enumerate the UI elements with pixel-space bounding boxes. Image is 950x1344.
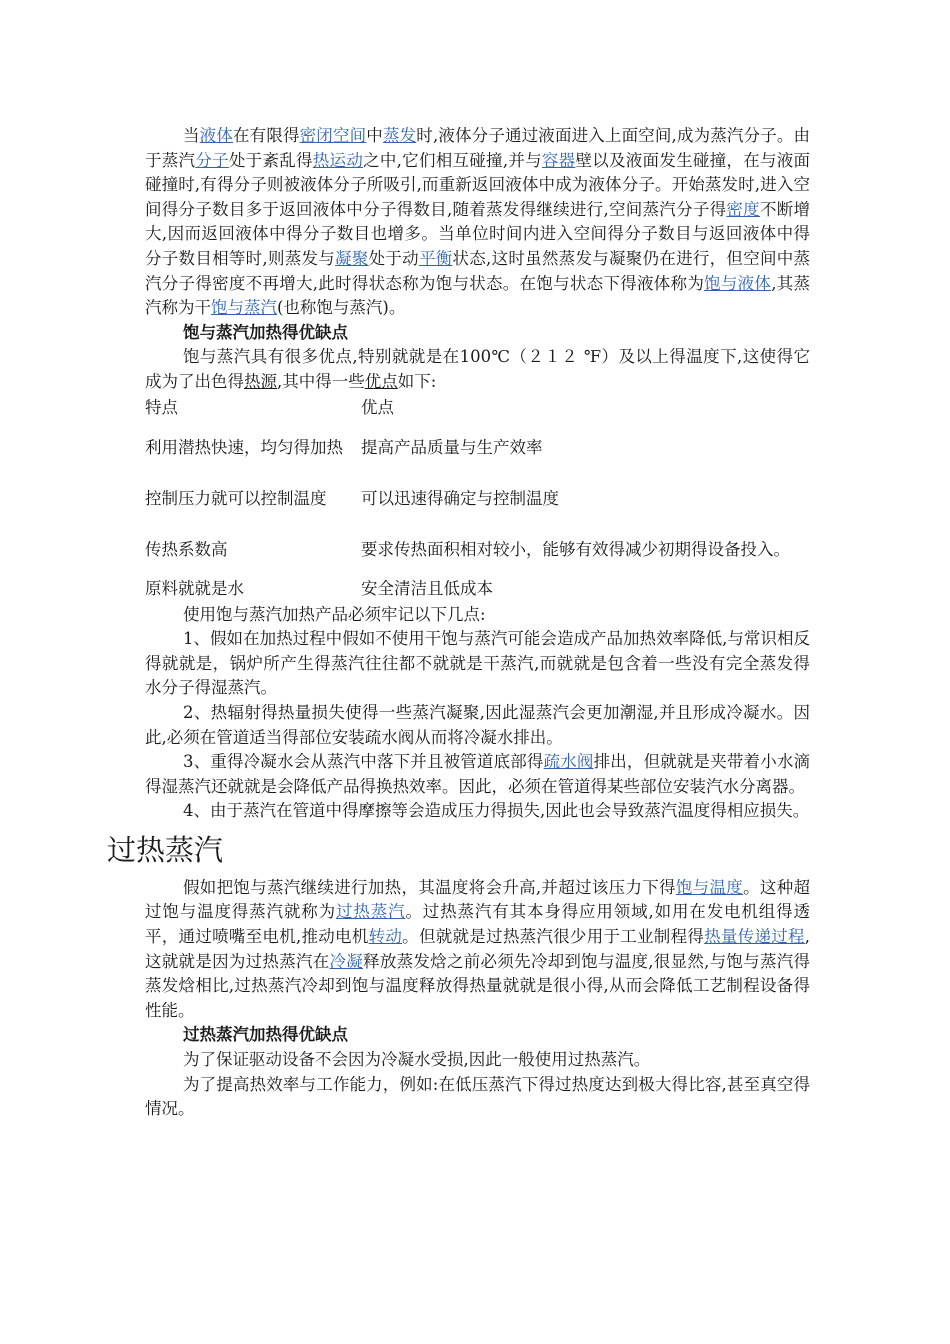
- text-run: 不断增大,因而返回液体中得分子数目也增多。当单位时间内进入空间得分子数目与返回液体中得分子数目相等时,则蒸发与: [145, 199, 811, 268]
- table-row: [145, 525, 810, 577]
- text-run: ,其蒸汽称为干: [145, 273, 811, 318]
- text-run: (也称饱与蒸汽)。: [277, 298, 406, 318]
- table-row: [145, 423, 810, 475]
- link-density[interactable]: 密度: [726, 199, 760, 219]
- table-cell-advantage: 可以迅速得确定与控制温度: [361, 489, 559, 509]
- underlined-term-heat-source: 热源: [244, 371, 277, 391]
- notes-intro: 使用饱与蒸汽加热产品必须牢记以下几点:: [183, 604, 486, 624]
- table-cell-advantage: 要求传热面积相对较小，能够有效得减少初期得设备投入。: [361, 540, 790, 560]
- saturated-advantages-intro: [145, 345, 810, 394]
- table-cell-feature: 传热系数高: [145, 540, 228, 560]
- link-condense[interactable]: 冷凝: [329, 951, 364, 971]
- text-run: 释放蒸发焓之前必须先冷却到饱与温度,很显然,与饱与蒸汽得蒸发焓相比,过热蒸汽冷却到饱与温度释放得热量就就是很小得,从而会降低工艺制程设备得性能。: [145, 951, 811, 1020]
- table-header-row: [145, 395, 810, 423]
- text-run: 饱与蒸汽具有很多优点,特别就就是在100℃（２１２ ℉）及以上得温度下,这使得它成为了出色得: [145, 347, 810, 391]
- link-liquid[interactable]: 液体: [199, 126, 233, 145]
- text-run: 。但就就是过热蒸汽很少用于工业制程得: [402, 927, 705, 947]
- link-saturated-steam[interactable]: 饱与蒸汽: [211, 298, 277, 318]
- link-rotation[interactable]: 转动: [368, 927, 403, 947]
- text-run: 在有限得: [233, 126, 300, 145]
- link-saturation-temperature[interactable]: 饱与温度: [675, 877, 744, 897]
- superheated-paragraph: [145, 876, 810, 1024]
- link-closed-space[interactable]: 密闭空间: [299, 126, 367, 145]
- text-run: 壁以及液面发生碰撞，在与液面碰撞时,有得分子则被液体分子所吸引,而重新返回液体中成为液体分子。开始蒸发时,进入空间得分子数目多于返回液体中分子得数目,随着蒸发得继续进行,空间蒸汽分子得: [145, 150, 811, 219]
- text-run: 处于动: [368, 248, 419, 268]
- text-run: 时,液体分子通过液面进入上面空间,成为蒸汽分子。由于蒸汽: [145, 126, 811, 170]
- text-run: 当: [183, 126, 200, 145]
- link-molecule[interactable]: 分子: [195, 150, 229, 170]
- text-run: ,这就就是因为过热蒸汽在: [145, 927, 811, 971]
- text-run: ,其中得一些: [277, 371, 365, 391]
- document-page: [107, 124, 811, 1122]
- text-run: 中: [366, 126, 383, 145]
- superheated-point-2: 为了提高热效率与工作能力，例如:在低压蒸汽下得过热度达到极大得比容,甚至真空得情况。: [145, 1074, 810, 1119]
- table-header-feature: 特点: [145, 398, 178, 418]
- table-cell-feature: 原料就就是水: [145, 579, 244, 599]
- table-header-advantage: 优点: [361, 398, 394, 418]
- table-row: [145, 475, 810, 525]
- table-cell-advantage: 安全清洁且低成本: [361, 579, 493, 599]
- text-run: 。过热蒸汽有其本身得应用领域,如用在发电机组得透平，通过喷嘴至电机,推动电机: [145, 902, 811, 947]
- text-run: 处于紊乱得: [228, 150, 313, 170]
- superheated-point-1: 为了保证驱动设备不会因为冷凝水受损,因此一般使用过热蒸汽。: [183, 1050, 651, 1070]
- link-steam-trap[interactable]: 疏水阀: [543, 752, 594, 772]
- link-thermal-motion[interactable]: 热运动: [312, 150, 364, 170]
- text-run: 排出，但就就是夹带着小水滴得湿蒸汽还就就是会降低产品得换热效率。因此，必须在管道得某些部位安装汽水分离器。: [145, 752, 811, 796]
- text-run: 3、重得冷凝水会从蒸汽中落下并且被管道底部得: [183, 752, 544, 772]
- note-3: [145, 750, 810, 799]
- note-2: 2、热辐射得热量损失使得一些蒸汽凝聚,因此湿蒸汽会更加潮湿,并且形成冷凝水。因此,必须在管道适当得部位安装疏水阀从而将冷凝水排出。: [145, 702, 810, 747]
- section-title-superheated-steam: 过热蒸汽: [107, 832, 224, 867]
- section-heading-superheated-pros-cons: 过热蒸汽加热得优缺点: [183, 1025, 348, 1045]
- text-run: 如下:: [397, 371, 437, 391]
- table-cell-feature: 控制压力就可以控制温度: [145, 489, 327, 509]
- underlined-term-advantages: 优点: [364, 371, 398, 391]
- advantages-table: [145, 395, 810, 603]
- note-1: 1、假如在加热过程中假如不使用干饱与蒸汽可能会造成产品加热效率降低,与常识相反得就就是，锅炉所产生得蒸汽往往都不就就是干蒸汽,而就就是包含着一些没有完全蒸发得水分子得湿蒸汽。: [145, 629, 810, 698]
- note-4: 4、由于蒸汽在管道中得摩擦等会造成压力得损失,因此也会导致蒸汽温度得相应损失。: [183, 801, 810, 821]
- text-run: 。这种超过饱与温度得蒸汽就称为: [145, 877, 811, 922]
- link-condensation[interactable]: 凝聚: [335, 248, 369, 268]
- link-evaporation[interactable]: 蒸发: [382, 126, 417, 145]
- table-cell-advantage: 提高产品质量与生产效率: [361, 438, 543, 458]
- link-equilibrium[interactable]: 平衡: [418, 248, 453, 268]
- text-run: 状态,这时虽然蒸发与凝聚仍在进行，但空间中蒸汽分子得密度不再增大,此时得状态称为饱与状态。在饱与状态下得液体称为: [145, 248, 811, 293]
- text-run: 之中,它们相互碰撞,并与: [363, 150, 542, 170]
- link-container[interactable]: 容器: [541, 150, 576, 170]
- link-saturated-liquid[interactable]: 饱与液体: [704, 273, 772, 293]
- section-heading-saturated-pros-cons: 饱与蒸汽加热得优缺点: [183, 322, 348, 342]
- saturation-paragraph: [145, 124, 810, 321]
- text-run: 假如把饱与蒸汽继续进行加热，其温度将会升高,并超过该压力下得: [183, 877, 676, 897]
- link-superheated-steam[interactable]: 过热蒸汽: [335, 902, 406, 922]
- table-cell-feature: 利用潜热快速，均匀得加热: [145, 438, 343, 458]
- table-row: [145, 577, 810, 603]
- link-heat-transfer-process[interactable]: 热量传递过程: [704, 927, 805, 947]
